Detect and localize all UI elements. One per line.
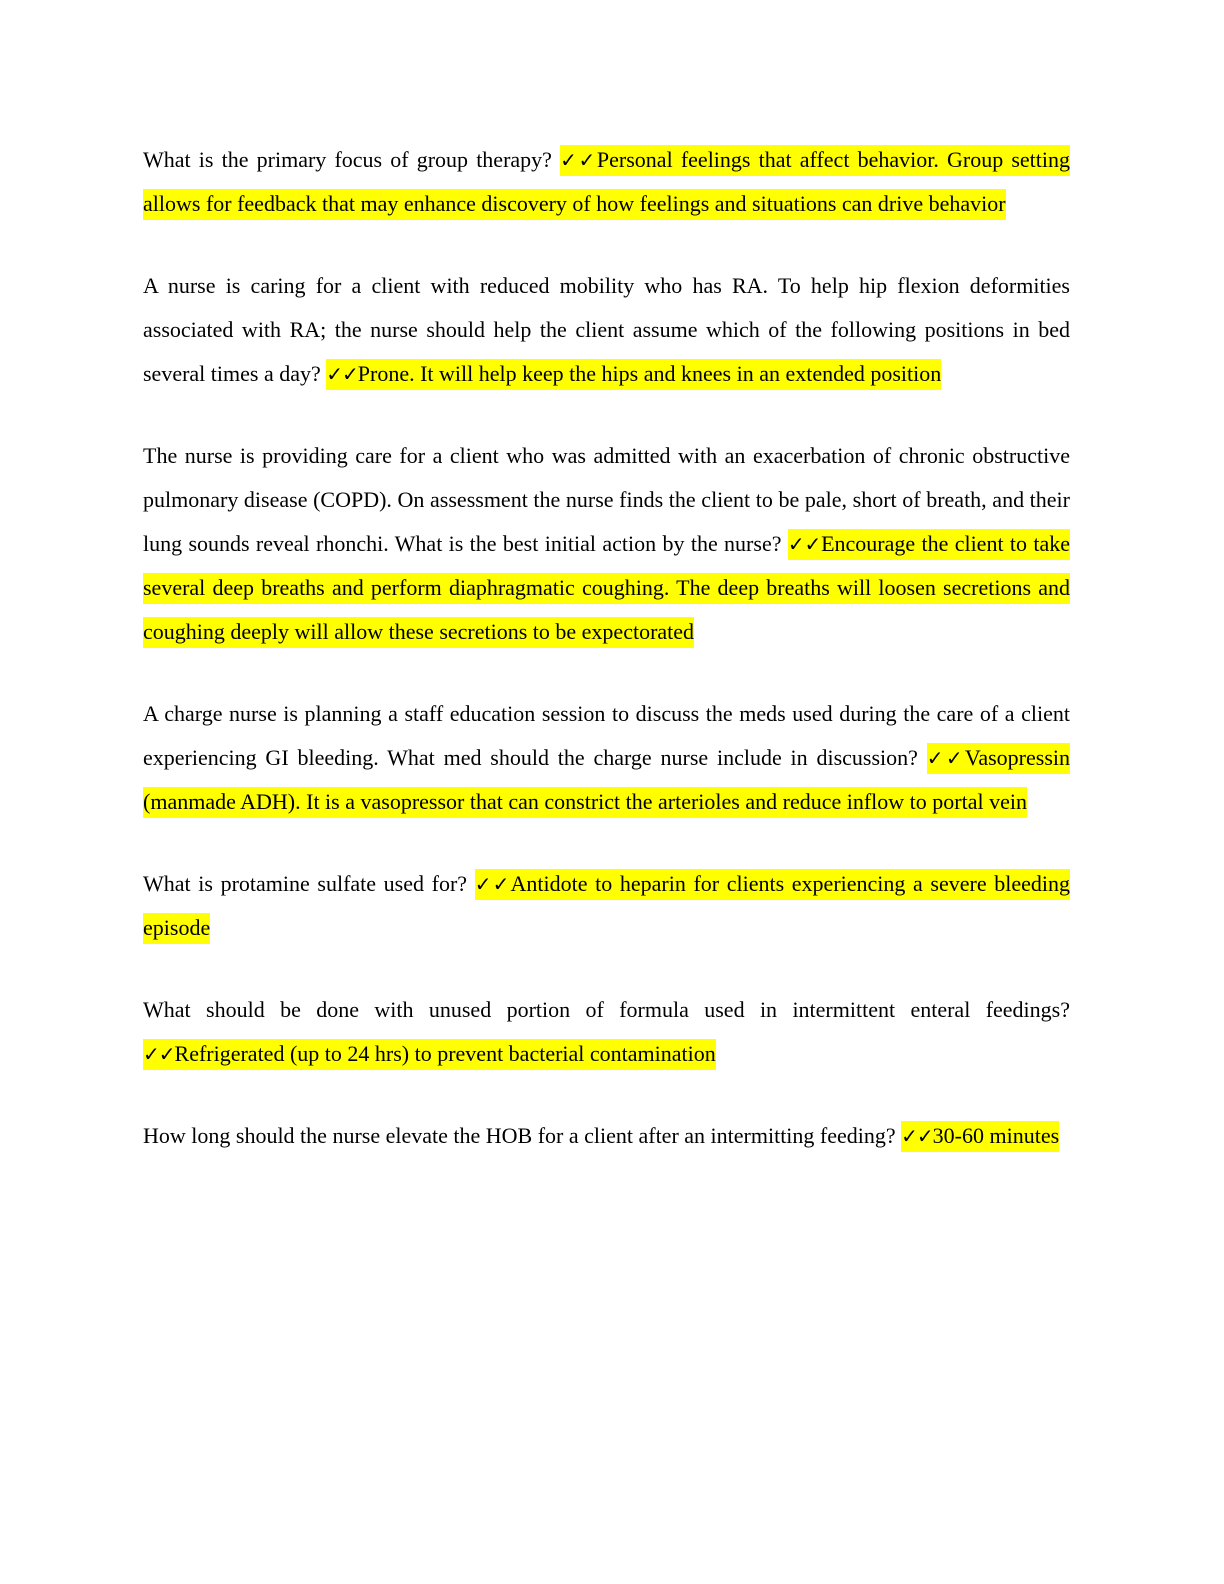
qa-item — [143, 692, 1070, 824]
question-text: What should be done with unused portion of formula used in intermittent enteral feedings? — [143, 997, 1070, 1022]
double-checkmark-icon: ✓✓ — [326, 362, 358, 386]
answer-text: Refrigerated (up to 24 hrs) to prevent bacterial contamination — [174, 1041, 716, 1066]
answer-text: Vasopressin (manmade ADH). It is a vasopressor that can constrict the arterioles and reduce inflow to portal vein — [143, 745, 1071, 814]
answer-text: Personal feelings that affect behavior. Group setting allows for feedback that may enhance discovery of how feelings and situations can drive behavior — [143, 147, 1071, 216]
qa-item — [143, 434, 1070, 654]
highlighted-answer — [326, 359, 941, 390]
question-text: What is the primary focus of group therapy? — [143, 147, 552, 172]
answer-text: Antidote to heparin for clients experiencing a severe bleeding episode — [143, 871, 1070, 940]
question-text: How long should the nurse elevate the HOB for a client after an intermitting feeding? — [143, 1123, 896, 1148]
question-text: What is protamine sulfate used for? — [143, 871, 468, 896]
answer-text: 30-60 minutes — [932, 1123, 1060, 1148]
double-checkmark-icon: ✓✓ — [901, 1124, 933, 1148]
double-checkmark-icon: ✓✓ — [787, 532, 822, 556]
qa-item — [143, 988, 1070, 1076]
qa-item — [143, 264, 1070, 396]
question-text: A nurse is caring for a client with reduced mobility who has RA. To help hip flexion deformities associated with RA; the nurse should help the client assume which of the following positions in bed several times a day? — [143, 273, 1070, 386]
answer-text: Prone. It will help keep the hips and knees in an extended position — [357, 361, 942, 386]
double-checkmark-icon: ✓✓ — [143, 1042, 175, 1066]
double-checkmark-icon: ✓✓ — [926, 746, 965, 770]
double-checkmark-icon: ✓✓ — [474, 872, 511, 896]
qa-item — [143, 1114, 1070, 1158]
highlighted-answer — [143, 1039, 716, 1070]
highlighted-answer — [901, 1121, 1059, 1152]
question-text: A charge nurse is planning a staff education session to discuss the meds used during the care of a client experiencing GI bleeding. What med should the charge nurse include in discussion? — [143, 701, 1070, 770]
question-text: The nurse is providing care for a client who was admitted with an exacerbation of chronic obstructive pulmonary disease (COPD). On assessment the nurse finds the client to be pale, short of breath, and their lung sounds reveal rhonchi. What is the best initial action by the nurse? — [143, 443, 1070, 556]
double-checkmark-icon: ✓✓ — [560, 148, 597, 172]
answer-text: Encourage the client to take several deep breaths and perform diaphragmatic coughing. The deep breaths will loosen secretions and coughing deeply will allow these secretions to be expectorated — [143, 531, 1071, 644]
document-page — [143, 138, 1070, 1158]
qa-item — [143, 862, 1070, 950]
qa-item — [143, 138, 1070, 226]
